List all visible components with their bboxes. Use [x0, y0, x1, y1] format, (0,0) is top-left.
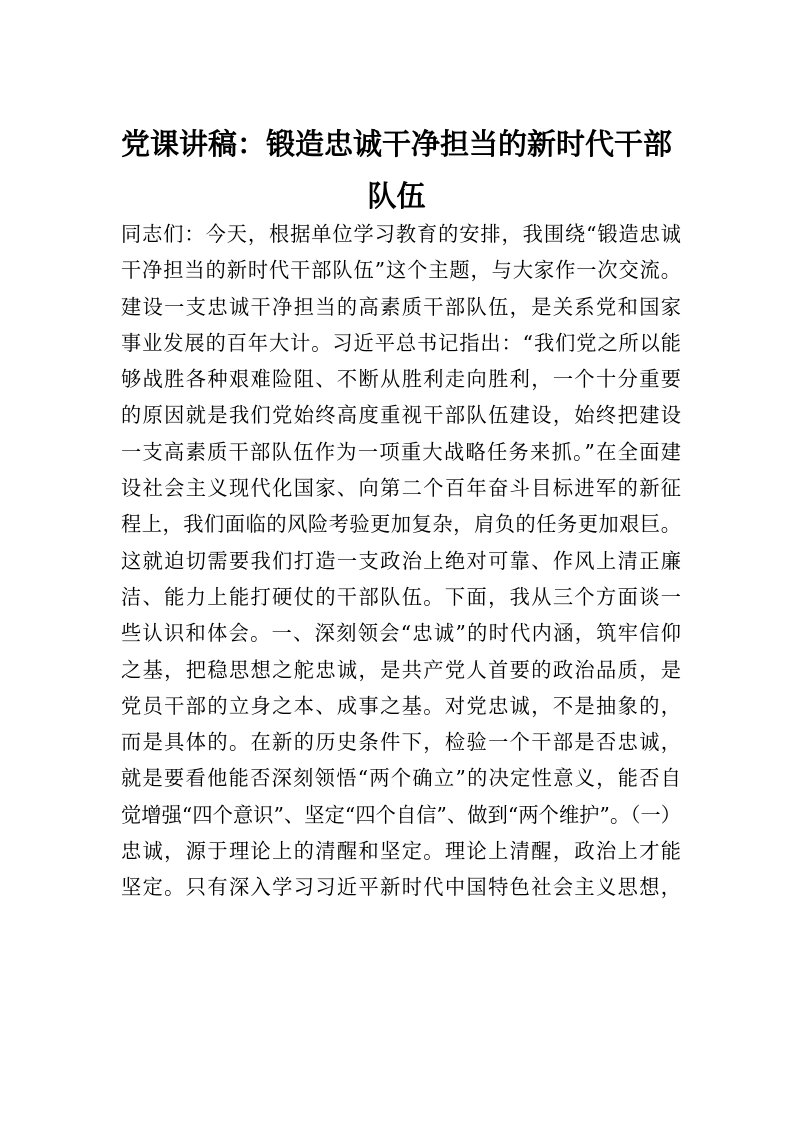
body-line: 之基，把稳思想之舵忠诚，是共产党人首要的政治品质，是: [121, 657, 681, 682]
body-line: 洁、能力上能打硬仗的干部队伍。下面，我从三个方面谈一: [121, 584, 681, 609]
body-line: 就是要看他能否深刻领悟“两个确立”的决定性意义，能否自: [121, 766, 681, 791]
body-line: 的原因就是我们党始终高度重视干部队伍建设，始终把建设: [121, 403, 681, 428]
body-line: 坚定。只有深入学习习近平新时代中国特色社会主义思想，: [121, 875, 681, 900]
body-line: 干净担当的新时代干部队伍”这个主题，与大家作一次交流。: [121, 258, 681, 283]
document-body: [121, 216, 681, 906]
title-line-2: 队伍: [367, 179, 426, 213]
body-line: 同志们：今天，根据单位学习教育的安排，我围绕“锻造忠诚: [121, 222, 681, 246]
body-line: 觉增强“四个意识”、坚定“四个自信”、做到“两个维护”。（一）: [121, 802, 681, 827]
body-line: 这就迫切需要我们打造一支政治上绝对可靠、作风上清正廉: [121, 548, 681, 573]
document-title: [110, 118, 683, 222]
body-line: 忠诚，源于理论上的清醒和坚定。理论上清醒，政治上才能: [121, 839, 681, 864]
body-line: 而是具体的。在新的历史条件下，检验一个干部是否忠诚，: [121, 730, 681, 755]
body-line: 程上，我们面临的风险考验更加复杂，肩负的任务更加艰巨。: [121, 512, 681, 537]
body-line: 些认识和体会。一、深刻领会“忠诚”的时代内涵，筑牢信仰: [121, 621, 681, 646]
title-line-1: 党课讲稿：锻造忠诚干净担当的新时代干部: [120, 127, 672, 161]
body-line: 建设一支忠诚干净担当的高素质干部队伍，是关系党和国家: [121, 294, 681, 319]
body-line: 事业发展的百年大计。习近平总书记指出：“我们党之所以能: [121, 330, 681, 355]
body-line: 够战胜各种艰难险阻、不断从胜利走向胜利，一个十分重要: [121, 367, 681, 392]
body-line: 党员干部的立身之本、成事之基。对党忠诚，不是抽象的，: [121, 693, 681, 718]
body-line: 设社会主义现代化国家、向第二个百年奋斗目标进军的新征: [121, 476, 681, 501]
body-line: 一支高素质干部队伍作为一项重大战略任务来抓。”在全面建: [121, 439, 681, 464]
